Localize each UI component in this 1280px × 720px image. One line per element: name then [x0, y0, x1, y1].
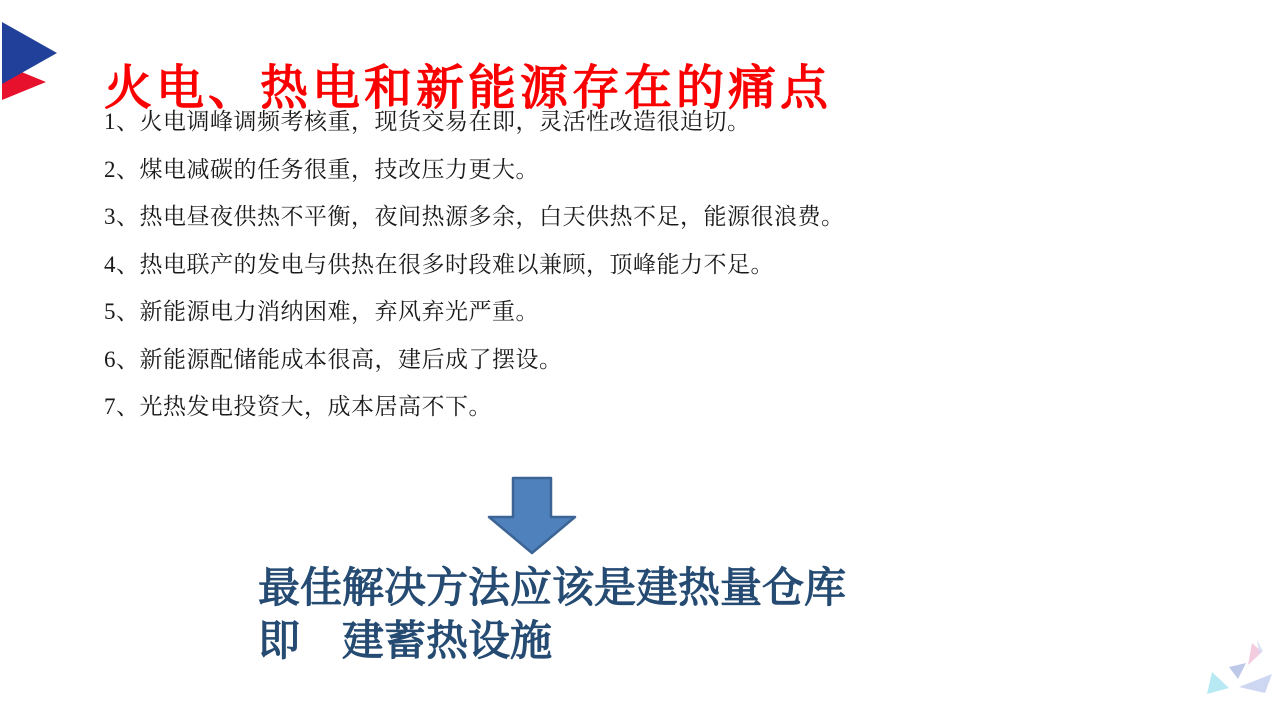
corner-flag-blue-triangle: [2, 22, 57, 84]
down-arrow-shape: [489, 478, 575, 553]
deco-lavender-triangle: [1239, 674, 1272, 693]
pain-point-item: 4、热电联产的发电与供热在很多时段难以兼顾，顶峰能力不足。: [104, 251, 774, 277]
deco-periwinkle-triangle: [1229, 663, 1246, 679]
pain-point-item: 1、火电调峰调频考核重，现货交易在即，灵活性改造很迫切。: [104, 109, 751, 134]
pain-point-item: 3、热电昼夜供热不平衡，夜间热源多余，白天供热不足，能源很浪费。: [104, 204, 845, 229]
deco-cyan-triangle: [1207, 672, 1229, 694]
down-arrow-icon: [487, 476, 577, 556]
conclusion-line-1: 最佳解决方法应该是建热量仓库: [258, 564, 847, 611]
pain-point-item: 2、煤电减碳的任务很重，技改压力更大。: [104, 156, 539, 182]
corner-flag-icon: [0, 0, 60, 110]
slide-title: 火电、热电和新能源存在的痛点: [104, 62, 833, 116]
pain-point-item: 5、新能源电力消纳困难，弃风弃光严重。: [104, 299, 539, 324]
pain-point-item: 6、新能源配储能成本很高，建后成了摆设。: [104, 346, 563, 372]
conclusion-text: [258, 561, 846, 667]
pain-point-item: 7、光热发电投资大，成本居高不下。: [104, 394, 492, 419]
pain-points-list: [104, 110, 845, 443]
conclusion-line-2: 即 建蓄热设施: [258, 617, 553, 664]
logo-triangles-decoration: [1195, 630, 1280, 700]
